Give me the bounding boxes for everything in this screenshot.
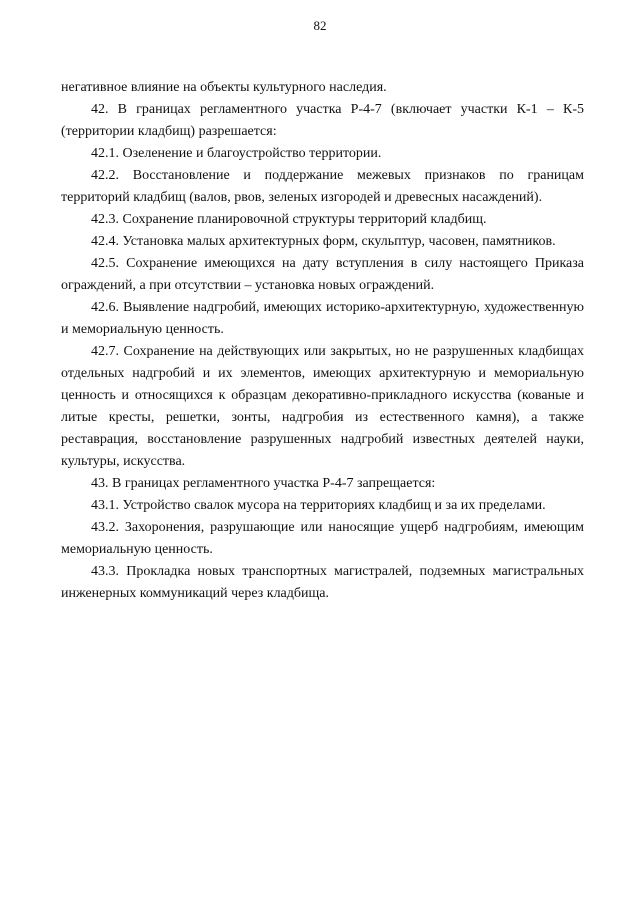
paragraph-42-1: 42.1. Озеленение и благоустройство территории. xyxy=(91,146,382,161)
paragraph-42-5: 42.5. Сохранение имеющихся на дату вступления в силу настоящего Приказа ограждений, а при отсутствии – установка новых ограждений. xyxy=(61,256,584,293)
paragraph-42: 42. В границах регламентного участка Р-4-7 (включает участки К-1 – К-5 (территории кладбищ) разрешается: xyxy=(61,102,584,139)
paragraph-42-7: 42.7. Сохранение на действующих или закрытых, но не разрушенных кладбищах отдельных надгробий и их элементов, имеющих архитектурную и мемориальную ценность и относящихся к образцам декоративно-прикладного искусства (кованые и литые кресты, решетки, зонты, надгробия из естественного камня), а также реставрация, восстановление разрушенных надгробий известных деятелей науки, культуры, искусства. xyxy=(61,344,584,469)
paragraph-43-2: 43.2. Захоронения, разрушающие или наносящие ущерб надгробиям, имеющим мемориальную ценность. xyxy=(61,520,584,557)
paragraph-42-6: 42.6. Выявление надгробий, имеющих историко-архитектурную, художественную и мемориальную ценность. xyxy=(61,300,584,337)
paragraph-43: 43. В границах регламентного участка Р-4-7 запрещается: xyxy=(91,476,436,491)
paragraph-42-2: 42.2. Восстановление и поддержание межевых признаков по границам территорий кладбищ (валов, рвов, зеленых изгородей и древесных насаждений). xyxy=(61,168,584,205)
paragraph-continuation: негативное влияние на объекты культурного наследия. xyxy=(61,80,387,95)
paragraph-43-3: 43.3. Прокладка новых транспортных магистралей, подземных магистральных инженерных коммуникаций через кладбища. xyxy=(61,564,584,601)
paragraph-43-1: 43.1. Устройство свалок мусора на территориях кладбищ и за их пределами. xyxy=(91,498,546,513)
document-body xyxy=(61,77,584,605)
paragraph-42-4: 42.4. Установка малых архитектурных форм, скульптур, часовен, памятников. xyxy=(91,234,556,249)
paragraph-42-3: 42.3. Сохранение планировочной структуры территорий кладбищ. xyxy=(91,212,487,227)
page-number: 82 xyxy=(313,18,327,33)
